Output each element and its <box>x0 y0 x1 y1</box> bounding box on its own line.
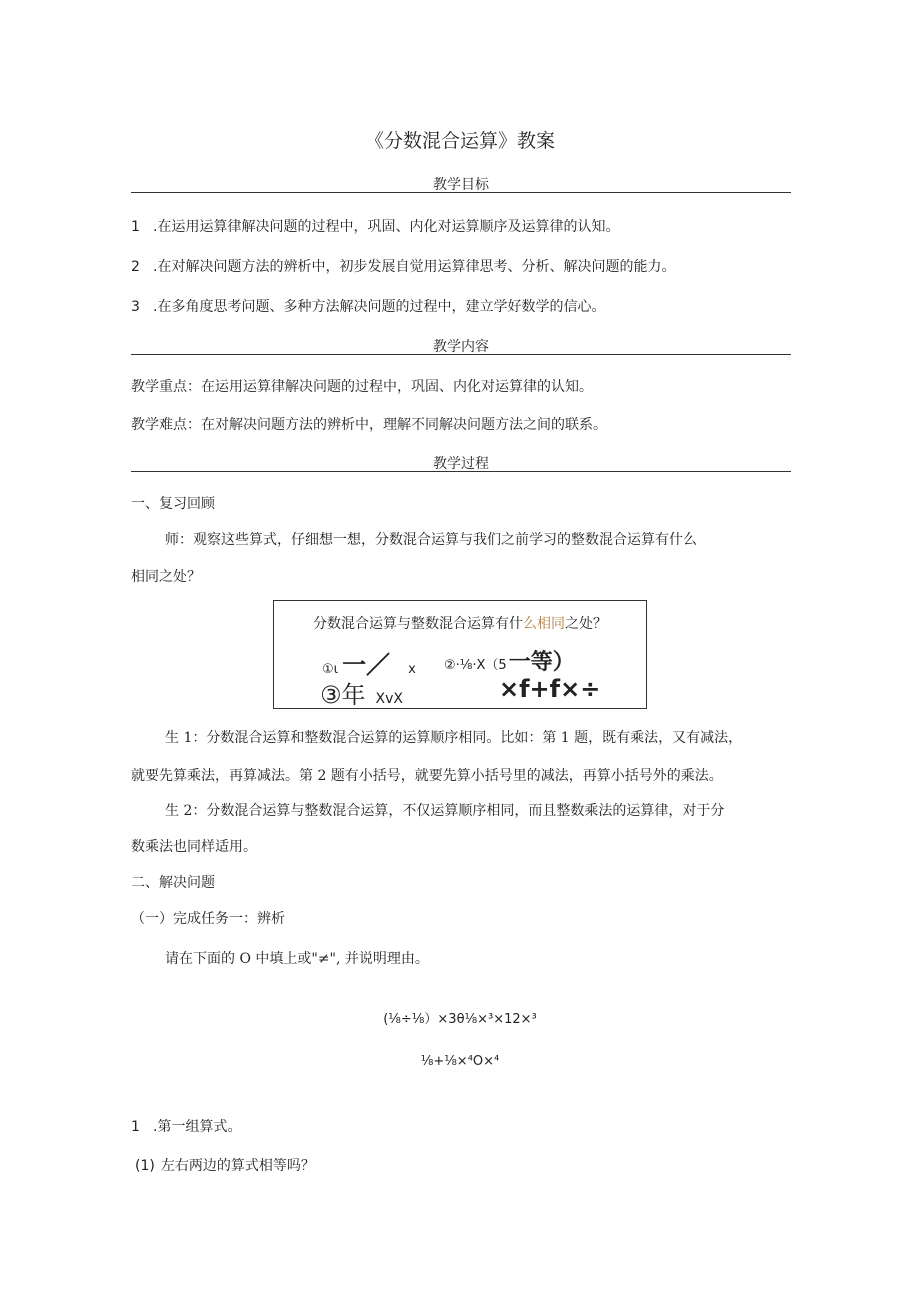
question-1 <box>135 1155 315 1175</box>
box-question-end: 之处？ <box>565 616 607 632</box>
goal-item <box>131 296 605 316</box>
goal-item <box>131 256 675 276</box>
student-1-answer-cont: 就要先算乘法，再算减法。第 2 题有小括号，就要先算小括号里的减法，再算小括号外的乘法。 <box>131 768 723 784</box>
part-title-solve: 二、解决问题 <box>131 875 215 891</box>
page-title: 《分数混合运算》教案 <box>364 130 555 152</box>
review-expressions-box <box>273 600 647 709</box>
question-1-number: (1) <box>135 1158 155 1174</box>
expression-3-label: ③年 <box>320 681 366 709</box>
formula-2: ⅛+⅛×⁴O×⁴ <box>420 1054 500 1069</box>
section-heading-process: 教学过程 <box>433 456 489 472</box>
expression-1-ops: 一／ <box>342 651 391 679</box>
goal-text: .在运用运算律解决问题的过程中，巩固、内化对运算顺序及运算律的认知。 <box>153 219 620 235</box>
group-1-text: .第一组算式。 <box>153 1119 242 1135</box>
box-question-text: 分数混合运算与整数混合运算有什 <box>313 616 523 632</box>
task-1-title: （一）完成任务一：辨析 <box>131 911 285 927</box>
expression-2-label: ②·⅛·X（5 <box>444 658 507 673</box>
goal-text: .在多角度思考问题、多种方法解决问题的过程中，建立学好数学的信心。 <box>153 299 606 315</box>
goal-number: 1 <box>131 219 140 235</box>
expression-3 <box>320 675 403 710</box>
group-1-title <box>131 1116 241 1136</box>
teaching-difficult-point: 教学难点：在对解决问题方法的辨析中，理解不同解决问题方法之间的联系。 <box>131 417 607 433</box>
goal-number: 3 <box>131 299 140 315</box>
teacher-question-cont: 相同之处？ <box>131 569 201 585</box>
instruction-text: 请在下面的 O 中填上或"≠", 并说明理由。 <box>165 951 429 967</box>
expression-1-var: x <box>408 662 416 677</box>
goal-text: .在对解决问题方法的辨析中，初步发展自觉用运算律思考、分析、解决问题的能力。 <box>153 259 676 275</box>
section-divider <box>131 471 791 472</box>
student-2-answer-cont: 数乘法也同样适用。 <box>131 839 257 855</box>
goal-item <box>131 216 619 236</box>
group-1-number: 1 <box>131 1119 140 1135</box>
expression-1-label: ①ι <box>322 662 339 677</box>
section-heading-goals: 教学目标 <box>433 177 489 193</box>
teaching-key-point: 教学重点：在运用运算律解决问题的过程中，巩固、内化对运算律的认知。 <box>131 379 593 395</box>
part-title-review: 一、复习回顾 <box>131 496 215 512</box>
formula-1: (⅛÷⅛）×3θ⅛×³×12×³ <box>383 1012 537 1027</box>
expression-2-ops: 一等） <box>508 650 575 675</box>
section-heading-content: 教学内容 <box>433 339 489 355</box>
section-divider <box>131 354 791 355</box>
section-divider <box>131 192 791 193</box>
expression-4: ×f+f×÷ <box>499 675 601 703</box>
expression-3-vars: XvX <box>375 691 403 707</box>
student-1-answer: 生 1：分数混合运算和整数混合运算的运算顺序相同。比如：第 1 题，既有乘法，又有减法， <box>165 730 743 746</box>
goal-number: 2 <box>131 259 140 275</box>
box-question <box>274 613 646 633</box>
box-question-highlight: 么相同 <box>523 616 565 632</box>
student-2-answer: 生 2：分数混合运算与整数混合运算，不仅运算顺序相同，而且整数乘法的运算律，对于分 <box>165 803 725 819</box>
teacher-question: 师：观察这些算式，仔细想一想，分数混合运算与我们之前学习的整数混合运算有什么 <box>165 532 697 548</box>
question-1-text: 左右两边的算式相等吗？ <box>160 1158 315 1174</box>
expression-2 <box>444 645 575 676</box>
